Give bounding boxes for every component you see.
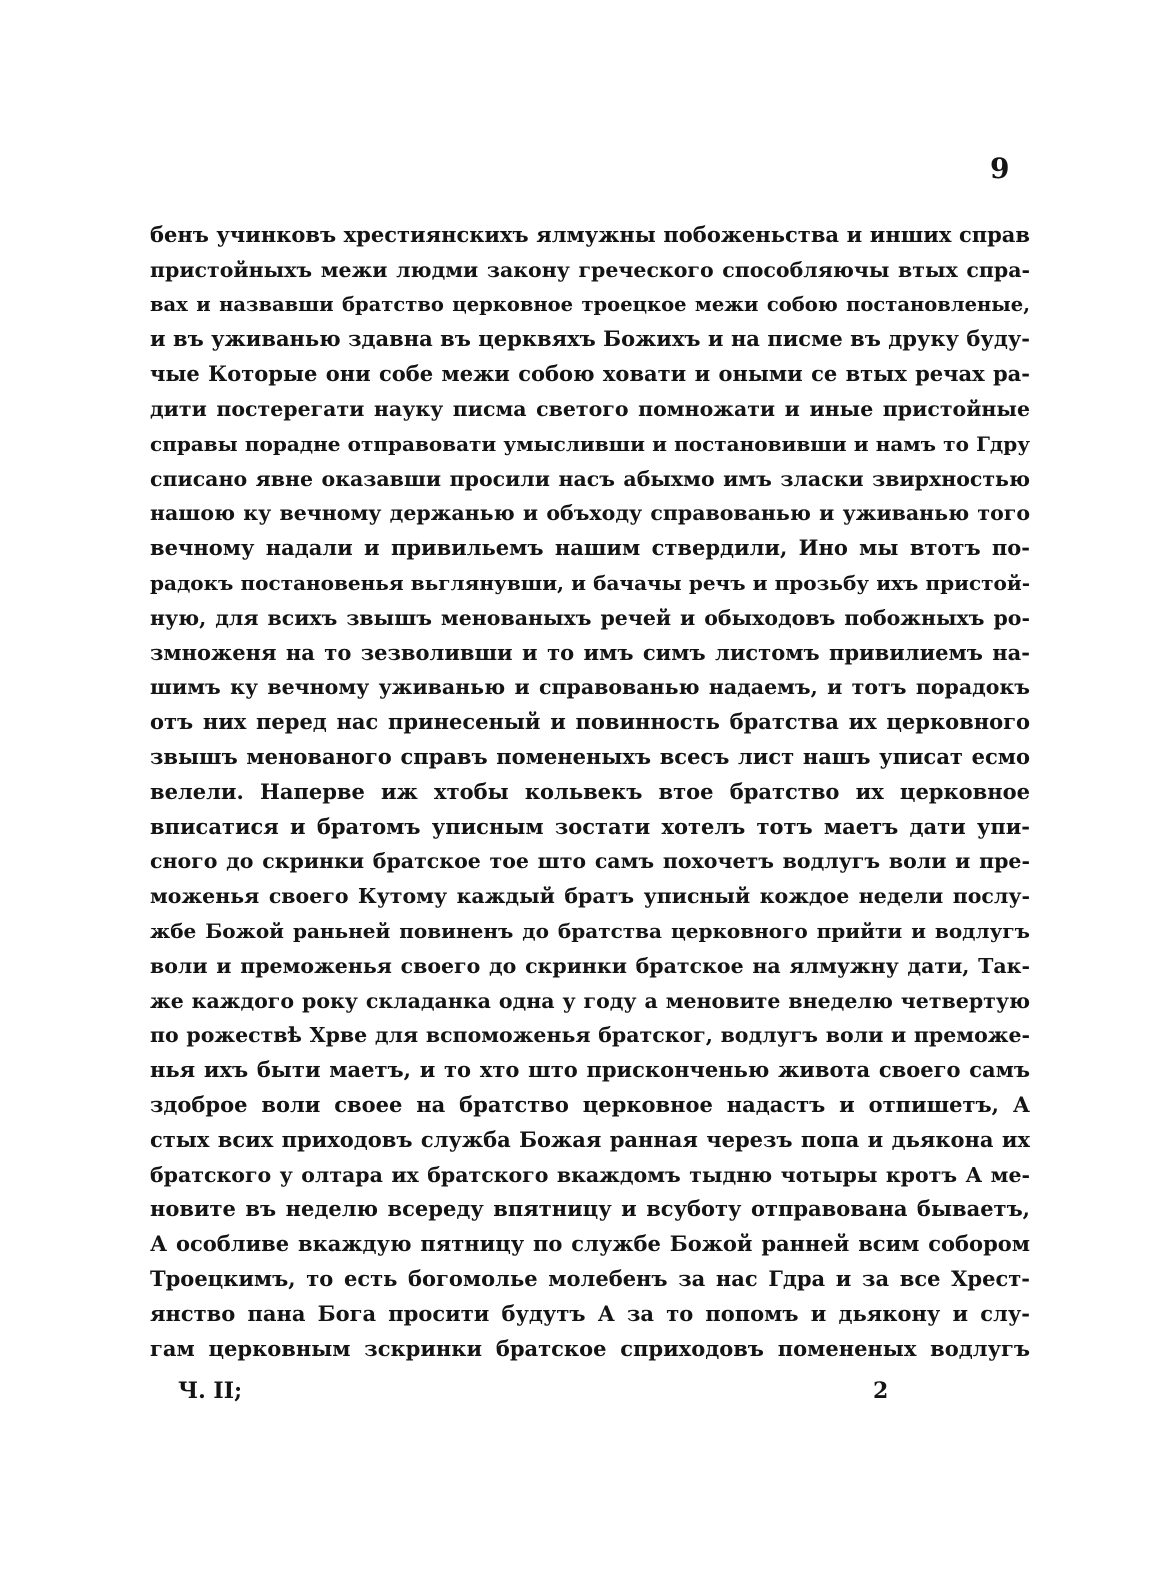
signature-mark: Ч. II; <box>178 1378 243 1404</box>
text-line: ную, для всихъ звышъ менованыхъ речей и обыходовъ побожныхъ ро- <box>150 605 1030 630</box>
text-line: же каждого року складанка одна у году а меновите внеделю четвертую <box>150 988 1030 1013</box>
text-line: справы порадне отправовати умысливши и постановивши и намъ то Гдру <box>150 431 1030 456</box>
text-line: пристойныхъ межи людми закону греческого способляючы втых спра- <box>150 257 1030 282</box>
text-line: радокъ постановенья вьглянувши, и бачачы речъ и прозьбу ихъ пристой- <box>150 570 1030 595</box>
text-line: бенъ учинковъ хрестиянскихъ ялмужны побоженьства и инших справ <box>150 222 1030 247</box>
text-line: велели. Наперве иж хтобы кольвекъ втое братство их церковное <box>150 778 1030 804</box>
page-number: 9 <box>990 152 1010 185</box>
text-line: гам церковным зскринки братское сприходовъ помененых водлугъ <box>150 1335 1030 1361</box>
text-line: Троецкимъ, то есть богомолье молебенъ за нас Гдра и за все Хрест- <box>150 1265 1030 1291</box>
text-line: сного до скринки братское тое што самъ похочетъ водлугъ воли и пре- <box>150 849 1030 874</box>
text-line: моженья своего Кутому каждый братъ уписный кождое недели послу- <box>150 884 1030 909</box>
text-line: А особливе вкаждую пятницу по службе Божой ранней всим собором <box>150 1231 1030 1257</box>
text-line: нья ихъ быти маетъ, и то хто што присконченью живота своего самъ <box>150 1057 1030 1083</box>
text-line: звышъ менованого справъ помененыхъ всесъ лист нашъ уписат есмо <box>150 743 1030 769</box>
text-line: здоброе воли своее на братство церковное надастъ и отпишетъ, А <box>150 1091 1030 1117</box>
text-line: по рожествѣ Хрве для вспоможенья братског, водлугъ воли и преможе- <box>150 1023 1030 1048</box>
text-line: воли и преможенья своего до скринки братское на ялмужну дати, Так- <box>150 953 1030 978</box>
text-line: новите въ неделю всереду впятницу и всуботу отправована бываетъ, <box>150 1196 1030 1222</box>
text-line: нашою ку вечному держанью и объходу справованью и уживанью того <box>150 501 1030 526</box>
text-line: вечному надали и привильемъ нашим ствердили, Ино мы втотъ по- <box>150 535 1030 561</box>
sheet-number: 2 <box>873 1378 889 1404</box>
text-line: чые Которые они собе межи собою ховати и оными се втых речах ра- <box>150 361 1030 387</box>
text-line: янство пана Бога просити будутъ А за то попомъ и дьякону и слу- <box>150 1300 1030 1326</box>
text-line: и въ уживанью здавна въ церквяхъ Божихъ и на писме въ друку буду- <box>150 326 1030 352</box>
text-line: жбе Божой раньней повиненъ до братства церковного прийти и водлугъ <box>150 918 1030 943</box>
text-line: отъ них перед нас принесеный и повинность братства их церковного <box>150 709 1030 735</box>
text-line: вписатися и братомъ уписным зостати хотелъ тотъ маетъ дати упи- <box>150 813 1030 839</box>
text-line: стых всих приходовъ служба Божая ранная черезъ попа и дьякона их <box>150 1126 1030 1152</box>
text-line: дити постерегати науку писма светого помножати и иные пристойные <box>150 396 1030 421</box>
text-line: змноженя на то зезволивши и то имъ симъ листомъ привилиемъ на- <box>150 639 1030 665</box>
text-line: братского у олтара их братского вкаждомъ тыдню чотыры кротъ А ме- <box>150 1162 1030 1187</box>
text-line: вах и назвавши братство церковное троецкое межи собою постановленые, <box>150 292 1030 316</box>
text-line: списано явне оказавши просили насъ абыхмо имъ зласки звирхностью <box>150 466 1030 491</box>
text-line: шимъ ку вечному уживанью и справованью надаемъ, и тотъ порадокъ <box>150 675 1030 700</box>
body-text <box>150 218 1030 1366</box>
